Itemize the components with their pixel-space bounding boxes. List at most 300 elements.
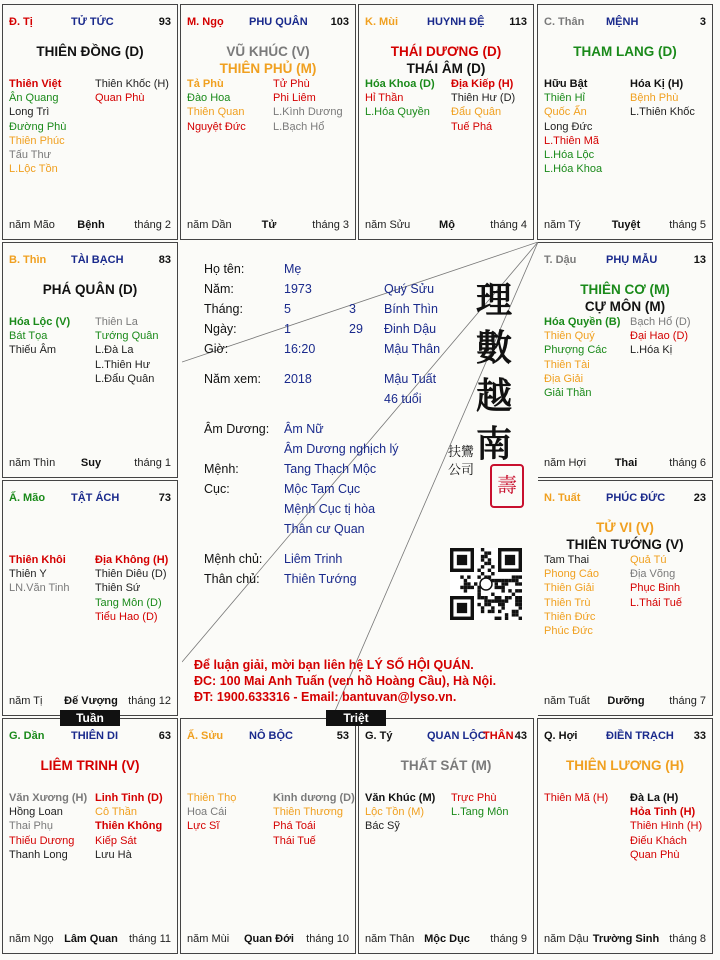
palace-footer — [365, 933, 529, 946]
than-marker: THÂN — [483, 730, 514, 742]
qr-code[interactable] — [450, 548, 522, 620]
minor-stars-right — [451, 77, 515, 134]
minor-star: Kình dương (D) — [273, 792, 355, 804]
minor-star: Thiên Quý — [544, 330, 595, 343]
life-stage: Mộc Dục — [424, 933, 470, 945]
palace-house-name: THIÊN DI — [71, 730, 119, 742]
palace-number: 83 — [158, 254, 171, 266]
tuan-marker: Tuần — [60, 710, 120, 726]
palace-position: Đ. Tị — [9, 16, 33, 28]
palace-dan — [2, 718, 178, 954]
palace-year: năm Tý — [544, 219, 581, 231]
life-stage: Mộ — [439, 219, 455, 231]
main-stars — [538, 519, 712, 553]
palace-position: C. Thân — [544, 16, 585, 28]
minor-star: Long Đức — [544, 120, 593, 133]
cuc-value: Mộc Tam Cục — [284, 482, 361, 496]
minor-star: Thiên Tài — [544, 358, 590, 371]
main-star: THIÊN CƠ (M) — [580, 282, 670, 297]
minor-stars-right — [95, 553, 168, 624]
main-star: TỬ VI (V) — [596, 520, 654, 535]
life-stage: Tuyệt — [611, 219, 641, 231]
than-chu-value: Thiên Tướng — [284, 572, 357, 586]
minor-stars-left — [187, 791, 236, 834]
amduong-value: Âm Nữ — [284, 422, 324, 436]
minor-stars-left — [187, 77, 246, 134]
palace-header — [365, 16, 529, 30]
minor-star: Thiên Không — [95, 820, 163, 833]
triet-marker: Triệt — [326, 710, 386, 726]
palace-house-name: ĐIỀN TRẠCH — [606, 730, 674, 742]
palace-month: tháng 5 — [669, 219, 706, 231]
main-star: THÁI DƯƠNG (D) — [390, 44, 502, 59]
palace-month: tháng 3 — [312, 219, 349, 231]
minor-star: Địa Võng — [630, 568, 676, 581]
minor-star: Hữu Bật — [544, 78, 588, 90]
palace-position: M. Ngọ — [187, 16, 224, 28]
calligraphy-char: 理 — [475, 279, 512, 321]
palace-position: Ấ. Mão — [9, 492, 46, 504]
main-star: THAM LANG (D) — [573, 44, 677, 59]
palace-month: tháng 12 — [128, 695, 171, 707]
palace-suu — [180, 718, 356, 954]
minor-star: L.Thiên Mã — [544, 134, 600, 147]
minor-star: Phượng Các — [544, 344, 607, 357]
main-stars — [359, 757, 533, 774]
day-label: Ngày: — [204, 322, 237, 336]
minor-stars-left — [544, 791, 608, 805]
seal-text: 扶鸞公司 — [448, 445, 475, 478]
palace-position: N. Tuất — [544, 492, 581, 504]
life-stage: Thai — [614, 457, 638, 469]
cuc-relation: Mệnh Cục tị hòa — [284, 502, 376, 516]
palace-year: năm Sửu — [365, 219, 411, 231]
calligraphy-title — [472, 276, 516, 468]
minor-star: Kiếp Sát — [95, 834, 137, 847]
minor-star: L.Thái Tuế — [630, 596, 682, 609]
palace-tuat — [537, 480, 713, 716]
main-star: THIÊN LƯƠNG (H) — [566, 758, 684, 773]
minor-star: Thiên Giải — [544, 582, 595, 595]
palace-position: B. Thìn — [9, 254, 47, 266]
minor-star: Hồng Loan — [9, 806, 63, 819]
life-stage: Quan Đới — [244, 933, 294, 945]
palace-footer — [544, 695, 708, 708]
minor-star: Tử Phù — [273, 78, 310, 90]
minor-star: Trực Phù — [451, 792, 497, 804]
palace-dau — [537, 242, 713, 478]
minor-star: Long Trì — [9, 106, 50, 119]
minor-star: Thiên Quan — [187, 106, 245, 119]
minor-star: Quan Phù — [95, 92, 145, 105]
year-canchi: Quý Sửu — [384, 282, 435, 296]
main-star: CỰ MÔN (M) — [584, 299, 666, 314]
palace-position: G. Tý — [365, 730, 393, 742]
palace-footer — [544, 457, 708, 470]
minor-star: L.Kình Dương — [273, 106, 343, 119]
minor-star: Thiên Y — [9, 568, 47, 581]
palace-header — [9, 492, 173, 506]
palace-ty — [2, 4, 178, 240]
minor-star: Thiên Khốc (H) — [95, 78, 169, 90]
palace-header — [187, 16, 351, 30]
minor-star: L.Hóa Khoa — [544, 163, 603, 176]
palace-position: T. Dậu — [544, 254, 577, 266]
palace-thin — [2, 242, 178, 478]
minor-star: Đại Hao (D) — [630, 330, 689, 343]
palace-number: 33 — [693, 730, 706, 742]
minor-star: Tả Phù — [187, 78, 224, 90]
minor-star: Thiên La — [95, 316, 138, 328]
life-stage: Đế Vượng — [64, 695, 118, 707]
minor-star: Đà La (H) — [630, 792, 679, 804]
hour-label: Giờ: — [204, 342, 229, 356]
minor-stars-right — [273, 77, 343, 134]
palace-house-name: NÔ BỘC — [249, 730, 293, 742]
minor-star: Quốc Ấn — [544, 106, 587, 119]
minor-star: Thiên Hư (D) — [451, 92, 516, 105]
minor-star: Thiên Đức — [544, 610, 596, 623]
palace-position: G. Dần — [9, 730, 45, 742]
minor-stars-right — [451, 791, 508, 819]
palace-house-name: TÀI BẠCH — [71, 254, 124, 266]
palace-year: năm Hợi — [544, 457, 587, 469]
main-star: VŨ KHÚC (V) — [226, 44, 310, 59]
palace-header — [365, 730, 529, 744]
palace-footer — [9, 457, 173, 470]
palace-ty-zi — [358, 718, 534, 954]
palace-position: Ấ. Sửu — [187, 730, 224, 742]
palace-footer — [9, 695, 173, 708]
palace-ngo — [180, 4, 356, 240]
main-stars — [538, 757, 712, 774]
palace-number: 103 — [330, 16, 349, 28]
minor-star: Địa Kiếp (H) — [451, 78, 514, 90]
palace-month: tháng 9 — [490, 933, 527, 945]
main-star: THÁI ÂM (D) — [406, 61, 486, 76]
minor-star: L.Hóa Lộc — [544, 148, 595, 161]
palace-month: tháng 6 — [669, 457, 706, 469]
main-stars — [3, 281, 177, 298]
minor-stars-left — [9, 77, 66, 176]
menh-chu-value: Liêm Trinh — [284, 552, 343, 566]
menh-chu-label: Mệnh chủ: — [204, 552, 263, 566]
minor-star: Hóa Khoa (D) — [365, 78, 435, 90]
month-lunar: 3 — [349, 302, 356, 316]
contact-phone-email[interactable]: ĐT: 1900.633316 - Email: bantuvan@lyso.vn. — [194, 690, 457, 704]
palace-position: K. Mùi — [365, 16, 398, 28]
minor-star: Hóa Quyền (B) — [544, 316, 621, 328]
main-star: THIÊN PHỦ (M) — [219, 61, 317, 76]
life-stage: Bệnh — [77, 219, 105, 231]
palace-year: năm Dậu — [544, 933, 589, 945]
main-star: PHÁ QUÂN (D) — [42, 282, 138, 297]
main-star: THIÊN ĐỒNG (D) — [36, 44, 144, 59]
minor-star: Hoa Cái — [187, 806, 227, 819]
palace-number: 53 — [336, 730, 349, 742]
minor-star: Nguyệt Đức — [187, 120, 246, 133]
life-stage: Dưỡng — [607, 695, 645, 707]
minor-star: Lưu Hà — [95, 848, 132, 861]
minor-stars-left — [365, 77, 435, 120]
minor-star: Hỉ Thần — [365, 92, 404, 105]
palace-footer — [9, 933, 173, 946]
palace-year: năm Mão — [9, 219, 55, 231]
palace-month: tháng 7 — [669, 695, 706, 707]
minor-stars-right — [95, 315, 159, 386]
calligraphy-char: 數 — [475, 327, 512, 369]
minor-star: Hóa Kị (H) — [630, 78, 684, 90]
palace-year: năm Dần — [187, 219, 232, 231]
palace-footer — [365, 219, 529, 232]
hour-value: 16:20 — [284, 342, 316, 356]
amduong-relation: Âm Dương nghịch lý — [284, 442, 399, 456]
view-year-label: Năm xem: — [204, 372, 261, 386]
palace-number: 23 — [693, 492, 706, 504]
palace-mui — [358, 4, 534, 240]
minor-star: Văn Khúc (M) — [365, 792, 436, 804]
minor-star: Thái Tuế — [273, 834, 316, 847]
year-value: 1973 — [284, 282, 312, 296]
minor-star: Thiên Khôi — [9, 554, 66, 566]
minor-star: Phúc Đức — [544, 624, 593, 637]
minor-star: Thiên Mã (H) — [544, 792, 609, 804]
life-stage: Suy — [80, 457, 102, 469]
palace-footer — [187, 219, 351, 232]
life-stage: Tử — [261, 219, 277, 231]
minor-stars-right — [630, 791, 702, 862]
palace-month: tháng 2 — [134, 219, 171, 231]
minor-star: Lực Sĩ — [187, 820, 220, 833]
palace-number: 43 — [514, 730, 527, 742]
palace-house-name: TẬT ÁCH — [71, 492, 120, 504]
minor-star: Bệnh Phù — [630, 92, 679, 105]
name-label: Họ tên: — [204, 262, 245, 276]
minor-star: Linh Tinh (D) — [95, 792, 163, 804]
palace-house-name: MỆNH — [606, 16, 639, 28]
day-solar: 1 — [284, 322, 291, 336]
name-value: Mẹ — [284, 262, 302, 276]
palace-hoi — [537, 718, 713, 954]
menh-value: Tang Thạch Mộc — [284, 462, 377, 476]
calligraphy-char: 越 — [475, 375, 512, 417]
minor-stars-left — [9, 791, 87, 862]
palace-header — [544, 492, 708, 506]
palace-header — [9, 16, 173, 30]
minor-stars-right — [630, 315, 691, 358]
year-label: Năm: — [204, 282, 234, 296]
than-cu: Thân cư Quan — [284, 522, 365, 536]
amduong-label: Âm Dương: — [204, 422, 270, 436]
minor-star: Thiên Hỉ — [544, 92, 585, 105]
palace-footer — [9, 219, 173, 232]
palace-year: năm Ngọ — [9, 933, 54, 945]
minor-star: Tấu Thư — [9, 148, 52, 161]
minor-star: Điếu Khách — [630, 834, 687, 847]
minor-star: Thiên Sứ — [95, 582, 141, 595]
minor-star: Thiếu Dương — [9, 834, 75, 847]
palace-house-name: QUAN LỘC — [427, 730, 486, 742]
main-stars — [3, 757, 177, 774]
palace-footer — [544, 933, 708, 946]
minor-star: Thiên Thương — [273, 806, 344, 819]
minor-star: LN.Văn Tinh — [9, 582, 70, 595]
palace-house-name: HUYNH ĐỆ — [427, 16, 485, 28]
palace-than — [537, 4, 713, 240]
day-lunar: 29 — [349, 322, 363, 336]
minor-star: L.Đẩu Quân — [95, 372, 155, 385]
minor-star: Lộc Tồn (M) — [365, 806, 425, 819]
contact-line-1: Để luận giải, mời bạn liên hệ LÝ SỐ HỘI QUÁN. — [194, 658, 474, 672]
minor-star: Tam Thai — [544, 554, 590, 566]
palace-number: 113 — [509, 16, 527, 28]
month-canchi: Bính Thìn — [384, 302, 438, 316]
minor-star: Tiểu Hao (D) — [95, 610, 158, 623]
minor-star: L.Lộc Tồn — [9, 163, 58, 176]
main-stars — [538, 281, 712, 315]
palace-year: năm Mùi — [187, 933, 230, 945]
life-stage: Lâm Quan — [64, 933, 118, 945]
palace-month: tháng 4 — [490, 219, 527, 231]
palace-house-name: PHỤ MẪU — [606, 254, 658, 266]
minor-star: Thiên Thọ — [187, 792, 237, 804]
palace-number: 3 — [699, 16, 706, 28]
minor-star: Ân Quang — [9, 92, 59, 105]
palace-house-name: PHU QUÂN — [249, 16, 308, 28]
palace-year: năm Thân — [365, 933, 415, 945]
palace-year: năm Tị — [9, 695, 43, 707]
palace-header — [544, 254, 708, 268]
than-chu-label: Thân chủ: — [204, 572, 260, 586]
minor-star: L.Hóa Kị — [630, 344, 673, 357]
minor-star: Phong Cáo — [544, 568, 600, 581]
palace-header — [544, 730, 708, 744]
minor-star: Giải Thần — [544, 386, 592, 399]
minor-star: L.Bạch Hổ — [273, 120, 325, 133]
palace-mao — [2, 480, 178, 716]
minor-star: Tướng Quân — [95, 330, 159, 343]
minor-star: Hỏa Tinh (H) — [630, 806, 696, 819]
palace-year: năm Tuất — [544, 695, 590, 707]
palace-number: 93 — [158, 16, 171, 28]
main-star: LIÊM TRINH (V) — [40, 758, 140, 773]
main-stars — [538, 43, 712, 60]
palace-month: tháng 11 — [128, 933, 171, 945]
minor-star: Địa Giải — [544, 372, 584, 385]
minor-star: L.Thiên Khốc — [630, 106, 695, 119]
minor-stars-left — [9, 553, 70, 596]
hour-canchi: Mậu Thân — [384, 342, 441, 356]
palace-position: Q. Hợi — [544, 730, 578, 742]
palace-year: năm Thìn — [9, 457, 56, 469]
palace-month: tháng 1 — [134, 457, 171, 469]
palace-number: 13 — [693, 254, 706, 266]
minor-star: L.Thiên Hư — [95, 358, 151, 371]
palace-header — [544, 16, 708, 30]
minor-star: Phục Binh — [630, 582, 681, 595]
minor-star: Thiên Diêu (D) — [95, 568, 167, 581]
palace-header — [9, 254, 173, 268]
minor-stars-right — [95, 791, 163, 862]
view-year-value: 2018 — [284, 372, 312, 386]
palace-number: 73 — [158, 492, 171, 504]
menh-label: Mệnh: — [204, 462, 239, 476]
minor-star: Cô Thần — [95, 806, 137, 819]
palace-month: tháng 10 — [306, 933, 349, 945]
minor-star: Thiếu Âm — [9, 344, 57, 357]
red-seal-stamp: 壽 — [490, 464, 524, 508]
main-star: THẤT SÁT (M) — [400, 758, 492, 773]
minor-star: Bác Sỹ — [365, 820, 400, 833]
cuc-label: Cục: — [204, 482, 230, 496]
age-value: 46 tuổi — [384, 392, 422, 406]
minor-star: L.Hóa Quyền — [365, 106, 430, 119]
palace-house-name: TỬ TỨC — [71, 16, 114, 28]
palace-month: tháng 8 — [669, 933, 706, 945]
minor-star: Thiên Hình (H) — [630, 820, 703, 833]
main-star: THIÊN TƯỚNG (V) — [566, 537, 684, 552]
palace-footer — [544, 219, 708, 232]
main-stars — [181, 43, 355, 77]
minor-star: Hóa Lộc (V) — [9, 316, 71, 328]
minor-stars-left — [544, 553, 599, 638]
minor-stars-right — [273, 791, 355, 848]
minor-stars-left — [9, 315, 70, 358]
minor-star: Tuế Phá — [451, 120, 493, 133]
minor-star: L.Tang Môn — [451, 806, 509, 819]
minor-star: Địa Không (H) — [95, 554, 169, 566]
palace-header — [9, 730, 173, 744]
minor-star: Tang Môn (D) — [95, 596, 162, 609]
minor-star: Thiên Việt — [9, 78, 62, 90]
minor-star: Thiên Phúc — [9, 134, 65, 147]
minor-star: L.Đà La — [95, 344, 134, 357]
palace-number: 63 — [158, 730, 171, 742]
month-solar: 5 — [284, 302, 291, 316]
minor-stars-right — [95, 77, 169, 105]
minor-star: Bạch Hổ (D) — [630, 316, 691, 328]
palace-house-name: PHÚC ĐỨC — [606, 492, 666, 504]
minor-star: Phi Liêm — [273, 92, 316, 105]
minor-star: Quan Phù — [630, 848, 680, 861]
minor-star: Thiên Trù — [544, 596, 591, 609]
month-label: Tháng: — [204, 302, 243, 316]
main-stars — [3, 43, 177, 60]
minor-star: Văn Xương (H) — [9, 792, 88, 804]
minor-star: Đường Phù — [9, 120, 67, 133]
minor-stars-left — [544, 315, 620, 400]
day-canchi: Đinh Dậu — [384, 322, 437, 336]
minor-star: Bát Tọa — [9, 330, 48, 343]
minor-star: Đào Hoa — [187, 92, 231, 105]
minor-stars-left — [544, 77, 602, 176]
view-year-canchi: Mậu Tuất — [384, 372, 437, 386]
minor-star: Đẩu Quân — [451, 106, 502, 119]
minor-star: Phá Toái — [273, 820, 316, 833]
minor-stars-right — [630, 553, 682, 610]
contact-address: ĐC: 100 Mai Anh Tuấn (ven hồ Hoàng Cầu), Hà Nội. — [194, 674, 497, 688]
center-info-panel — [182, 242, 538, 718]
main-stars — [359, 43, 533, 77]
minor-star: Quả Tú — [630, 554, 667, 566]
calligraphy-char: 南 — [475, 423, 512, 465]
palace-footer — [187, 933, 351, 946]
minor-stars-right — [630, 77, 695, 120]
palace-header — [187, 730, 351, 744]
minor-star: Thai Phụ — [9, 820, 54, 833]
life-stage: Trường Sinh — [592, 933, 660, 945]
minor-stars-left — [365, 791, 435, 834]
